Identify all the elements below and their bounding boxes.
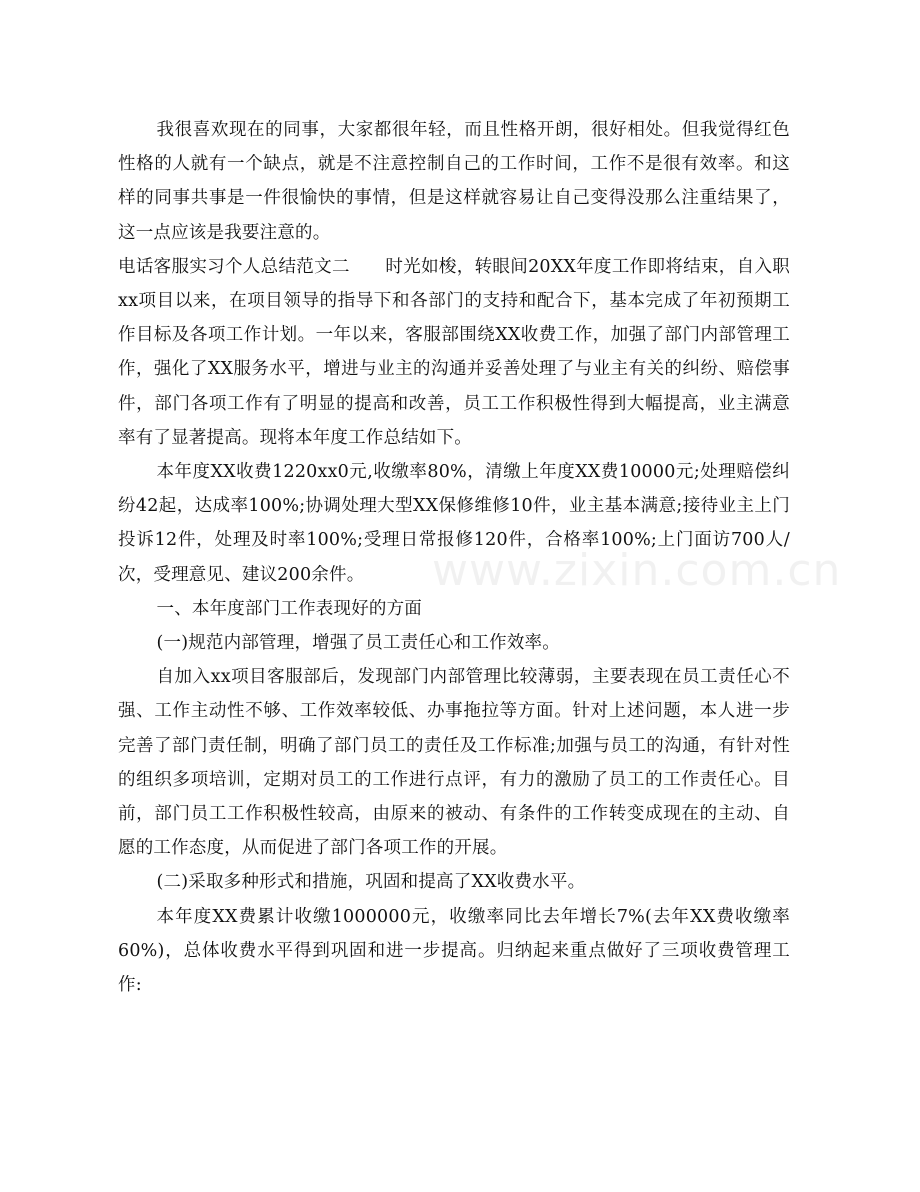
section-heading-strengths: 一、本年度部门工作表现好的方面 [156, 598, 422, 619]
watermark: www.zixin.com.cn [432, 545, 842, 596]
paragraph-fee-collection: 本年度XX费累计收缴1000000元，收缴率同比去年增长7%(去年XX费收缴率60%)，总体收费水平得到巩固和进一步提高。归纳起来重点做好了三项收费管理工作: [118, 906, 790, 996]
document-body [118, 113, 790, 1002]
subheading-fee-collection: (二)采取多种形式和措施，巩固和提高了XX收费水平。 [156, 872, 586, 893]
paragraph-summary-intro: 电话客服实习个人总结范文二 时光如梭，转眼间20XX年度工作即将结束，自入职xx项目以来，在项目领导的指导下和各部门的支持和配合下，基本完成了年初预期工作目标及各项工作计划。一年以来，客服部围绕XX收费工作，加强了部门内部管理工作，强化了XX服务水平，增进与业主的沟通并妥善处理了与业主有关的纠纷、赔偿事件，部门各项工作有了明显的提高和改善，员工工作积极性得到大幅提高，业主满意率有了显著提高。现将本年度工作总结如下。 [118, 256, 790, 448]
paragraph-colleagues: 我很喜欢现在的同事，大家都很年轻，而且性格开朗，很好相处。但我觉得红色性格的人就有一个缺点，就是不注意控制自己的工作时间，工作不是很有效率。和这样的同事共事是一件很愉快的事情，但是这样就容易让自己变得没那么注重结果了，这一点应该是我要注意的。 [118, 120, 790, 243]
subheading-internal-management: (一)规范内部管理，增强了员工责任心和工作效率。 [156, 633, 560, 654]
paragraph-annual-figures: 本年度XX收费1220xx0元,收缴率80%，清缴上年度XX费10000元;处理赔偿纠纷42起，达成率100%;协调处理大型XX保修维修10件，业主基本满意;接待业主上门投诉12件，处理及时率100%;受理日常报修120件，合格率100%;上门面访700人/次，受理意见、建议200余件。 [118, 462, 790, 585]
paragraph-internal-management: 自加入xx项目客服部后，发现部门内部管理比较薄弱，主要表现在员工责任心不强、工作主动性不够、工作效率较低、办事拖拉等方面。针对上述问题，本人进一步完善了部门责任制，明确了部门员工的责任及工作标准;加强与员工的沟通，有针对性的组织多项培训，定期对员工的工作进行点评，有力的激励了员工的工作责任心。目前，部门员工工作积极性较高，由原来的被动、有条件的工作转变成现在的主动、自愿的工作态度，从而促进了部门各项工作的开展。 [118, 667, 790, 859]
